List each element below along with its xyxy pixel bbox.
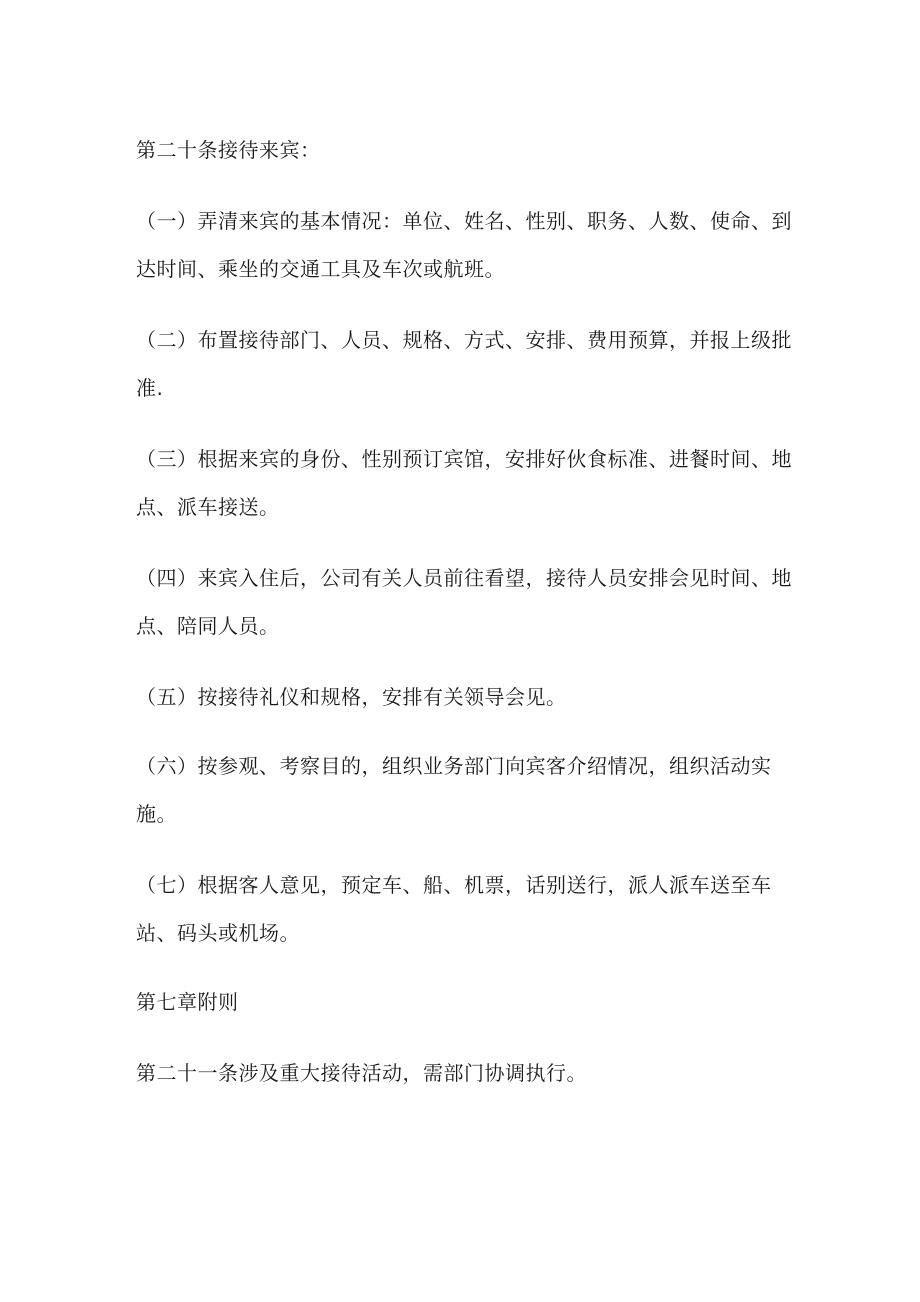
text-line: （四）来宾入住后，公司有关人员前往看望，接待人员安排会见时间、地 (136, 566, 792, 590)
text-line: 站、码头或机场。 (136, 921, 300, 945)
item-2 (136, 316, 792, 412)
chapter-7-title (136, 978, 786, 1026)
text-line: （三）根据来宾的身份、性别预订宾馆，安排好伙食标准、进餐时间、地 (136, 447, 792, 471)
text-line: 第七章附则 (136, 990, 239, 1014)
item-5 (136, 673, 786, 721)
text-line: 达时间、乘坐的交通工具及车次或航班。 (136, 257, 505, 281)
text-line: （二）布置接待部门、人员、规格、方式、安排、费用预算，并报上级批 (136, 328, 792, 352)
text-line: 施。 (136, 802, 177, 826)
item-1 (136, 197, 792, 293)
article-21 (136, 1049, 786, 1097)
item-7 (136, 861, 786, 957)
text-line: 点、派车接送。 (136, 495, 280, 519)
text-line: （五）按接待礼仪和规格，安排有关领导会见。 (136, 685, 567, 709)
text-line: 点、陪同人员。 (136, 614, 280, 638)
article-20-title (136, 126, 786, 174)
text-line: （六）按参观、考察目的，组织业务部门向宾客介绍情况，组织活动实 (136, 754, 772, 778)
item-3 (136, 435, 792, 531)
item-6 (136, 742, 786, 838)
text-line: （七）根据客人意见，预定车、船、机票，话别送行，派人派车送至车 (136, 873, 772, 897)
text-line: 第二十条接待来宾： (136, 138, 321, 162)
text-line: （一）弄清来宾的基本情况：单位、姓名、性别、职务、人数、使命、到 (136, 209, 792, 233)
item-4 (136, 554, 792, 650)
text-line: 准. (136, 376, 164, 400)
text-line: 第二十一条涉及重大接待活动，需部门协调执行。 (136, 1061, 587, 1085)
